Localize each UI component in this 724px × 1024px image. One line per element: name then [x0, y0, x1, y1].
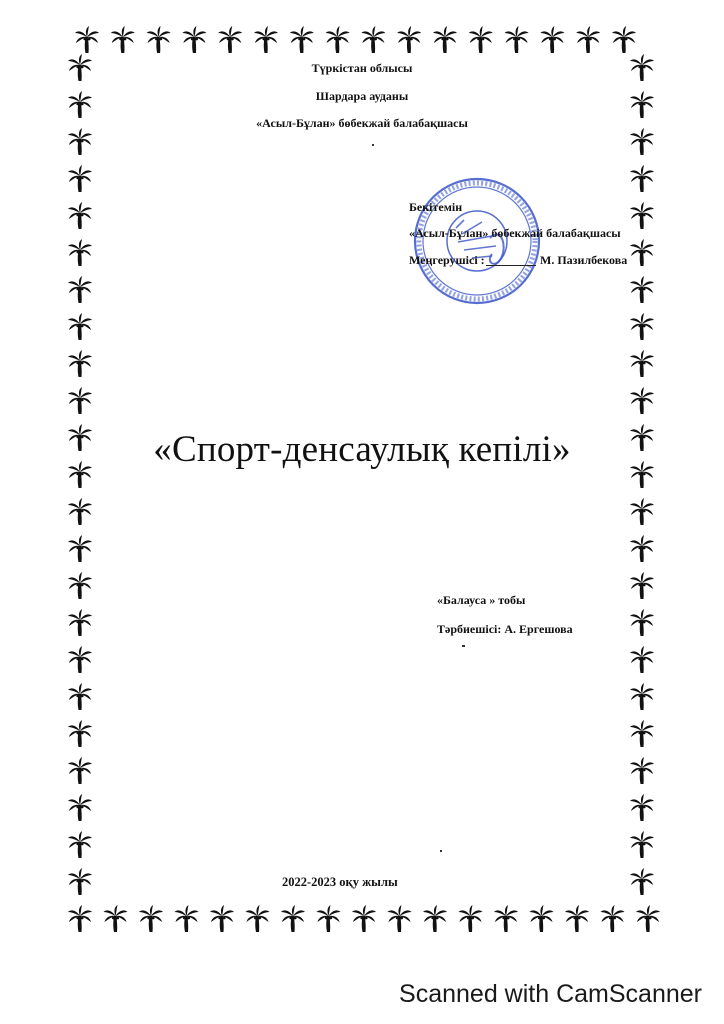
- palm-tree-icon: [397, 26, 421, 53]
- palm-tree-icon: [68, 572, 92, 599]
- palm-tree-icon: [68, 239, 92, 266]
- palm-tree-icon: [576, 26, 600, 53]
- palm-tree-icon: [68, 350, 92, 377]
- palm-tree-icon: [388, 905, 412, 932]
- palm-tree-icon: [352, 905, 376, 932]
- palm-tree-icon: [433, 26, 457, 53]
- palm-tree-icon: [68, 609, 92, 636]
- palm-tree-icon: [68, 794, 92, 821]
- scan-speck: [462, 645, 465, 647]
- academic-year: 2022-2023 оқу жылы: [282, 875, 398, 889]
- scanner-watermark: Scanned with CamScanner: [399, 980, 702, 1008]
- palm-tree-icon: [68, 165, 92, 192]
- palm-tree-icon: [246, 905, 270, 932]
- signature-line: [486, 265, 536, 266]
- palm-tree-icon: [68, 831, 92, 858]
- kindergarten-name: «Асыл-Бұлан» бөбекжай балабақшасы: [256, 116, 468, 130]
- palm-tree-icon: [218, 26, 242, 53]
- palm-tree-icon: [139, 905, 163, 932]
- group-name: «Балауса » тобы: [437, 593, 526, 607]
- palm-tree-icon: [68, 905, 92, 932]
- palm-tree-icon: [68, 387, 92, 414]
- palm-tree-icon: [630, 757, 654, 784]
- palm-tree-icon: [290, 26, 314, 53]
- teacher-name: Тәрбиешісі: А. Ергешова: [437, 622, 573, 636]
- palm-tree-icon: [630, 831, 654, 858]
- palm-tree-icon: [68, 757, 92, 784]
- palm-tree-icon: [254, 26, 278, 53]
- palm-tree-icon: [630, 572, 654, 599]
- palm-tree-icon: [68, 535, 92, 562]
- palm-tree-icon: [530, 905, 554, 932]
- palm-tree-icon: [423, 905, 447, 932]
- palm-tree-icon: [494, 905, 518, 932]
- palm-tree-icon: [630, 720, 654, 747]
- palm-tree-icon: [68, 498, 92, 525]
- palm-tree-icon: [68, 646, 92, 673]
- palm-tree-icon: [601, 905, 625, 932]
- approval-label: Бекітемін: [409, 200, 463, 214]
- palm-tree-icon: [630, 646, 654, 673]
- palm-tree-icon: [630, 868, 654, 895]
- palm-tree-icon: [361, 26, 385, 53]
- district-name: Шардара ауданы: [315, 89, 409, 103]
- palm-tree-icon: [175, 905, 199, 932]
- palm-tree-icon: [68, 868, 92, 895]
- palm-tree-icon: [111, 26, 135, 53]
- palm-tree-icon: [147, 26, 171, 53]
- palm-tree-icon: [75, 26, 99, 53]
- palm-tree-icon: [68, 128, 92, 155]
- palm-tree-icon: [505, 26, 529, 53]
- palm-tree-icon: [317, 905, 341, 932]
- palm-tree-icon: [630, 498, 654, 525]
- palm-tree-icon: [68, 202, 92, 229]
- palm-tree-icon: [630, 276, 654, 303]
- palm-tree-icon: [636, 905, 660, 932]
- round-seal-stamp: [412, 176, 542, 306]
- palm-tree-icon: [630, 202, 654, 229]
- palm-tree-icon: [630, 794, 654, 821]
- palm-tree-icon: [68, 683, 92, 710]
- palm-tree-icon: [104, 905, 128, 932]
- palm-tree-icon: [630, 313, 654, 340]
- palm-tree-icon: [630, 128, 654, 155]
- palm-tree-icon: [68, 720, 92, 747]
- palm-tree-icon: [68, 313, 92, 340]
- palm-tree-icon: [630, 165, 654, 192]
- palm-tree-icon: [469, 26, 493, 53]
- document-title: «Спорт-денсаулық кепілі»: [153, 429, 571, 470]
- palm-tree-icon: [565, 905, 589, 932]
- palm-tree-icon: [630, 387, 654, 414]
- palm-tree-icon: [540, 26, 564, 53]
- palm-tree-icon: [459, 905, 483, 932]
- approval-org: «Асыл-Бұлан» бөбекжай балабақшасы: [409, 226, 621, 240]
- scan-speck: [372, 144, 374, 146]
- head-name: М. Пазилбекова: [540, 253, 628, 267]
- palm-tree-icon: [281, 905, 305, 932]
- palm-tree-icon: [210, 905, 234, 932]
- palm-tree-icon: [612, 26, 636, 53]
- palm-tree-icon: [630, 239, 654, 266]
- palm-tree-icon: [182, 26, 206, 53]
- palm-tree-icon: [630, 609, 654, 636]
- palm-tree-icon: [326, 26, 350, 53]
- scan-speck: [440, 850, 442, 852]
- palm-tree-icon: [630, 535, 654, 562]
- palm-tree-icon: [630, 350, 654, 377]
- palm-tree-icon: [630, 683, 654, 710]
- head-label: Меңгерушісі :: [409, 253, 485, 267]
- region-name: Түркістан облысы: [311, 61, 413, 75]
- palm-tree-icon: [68, 276, 92, 303]
